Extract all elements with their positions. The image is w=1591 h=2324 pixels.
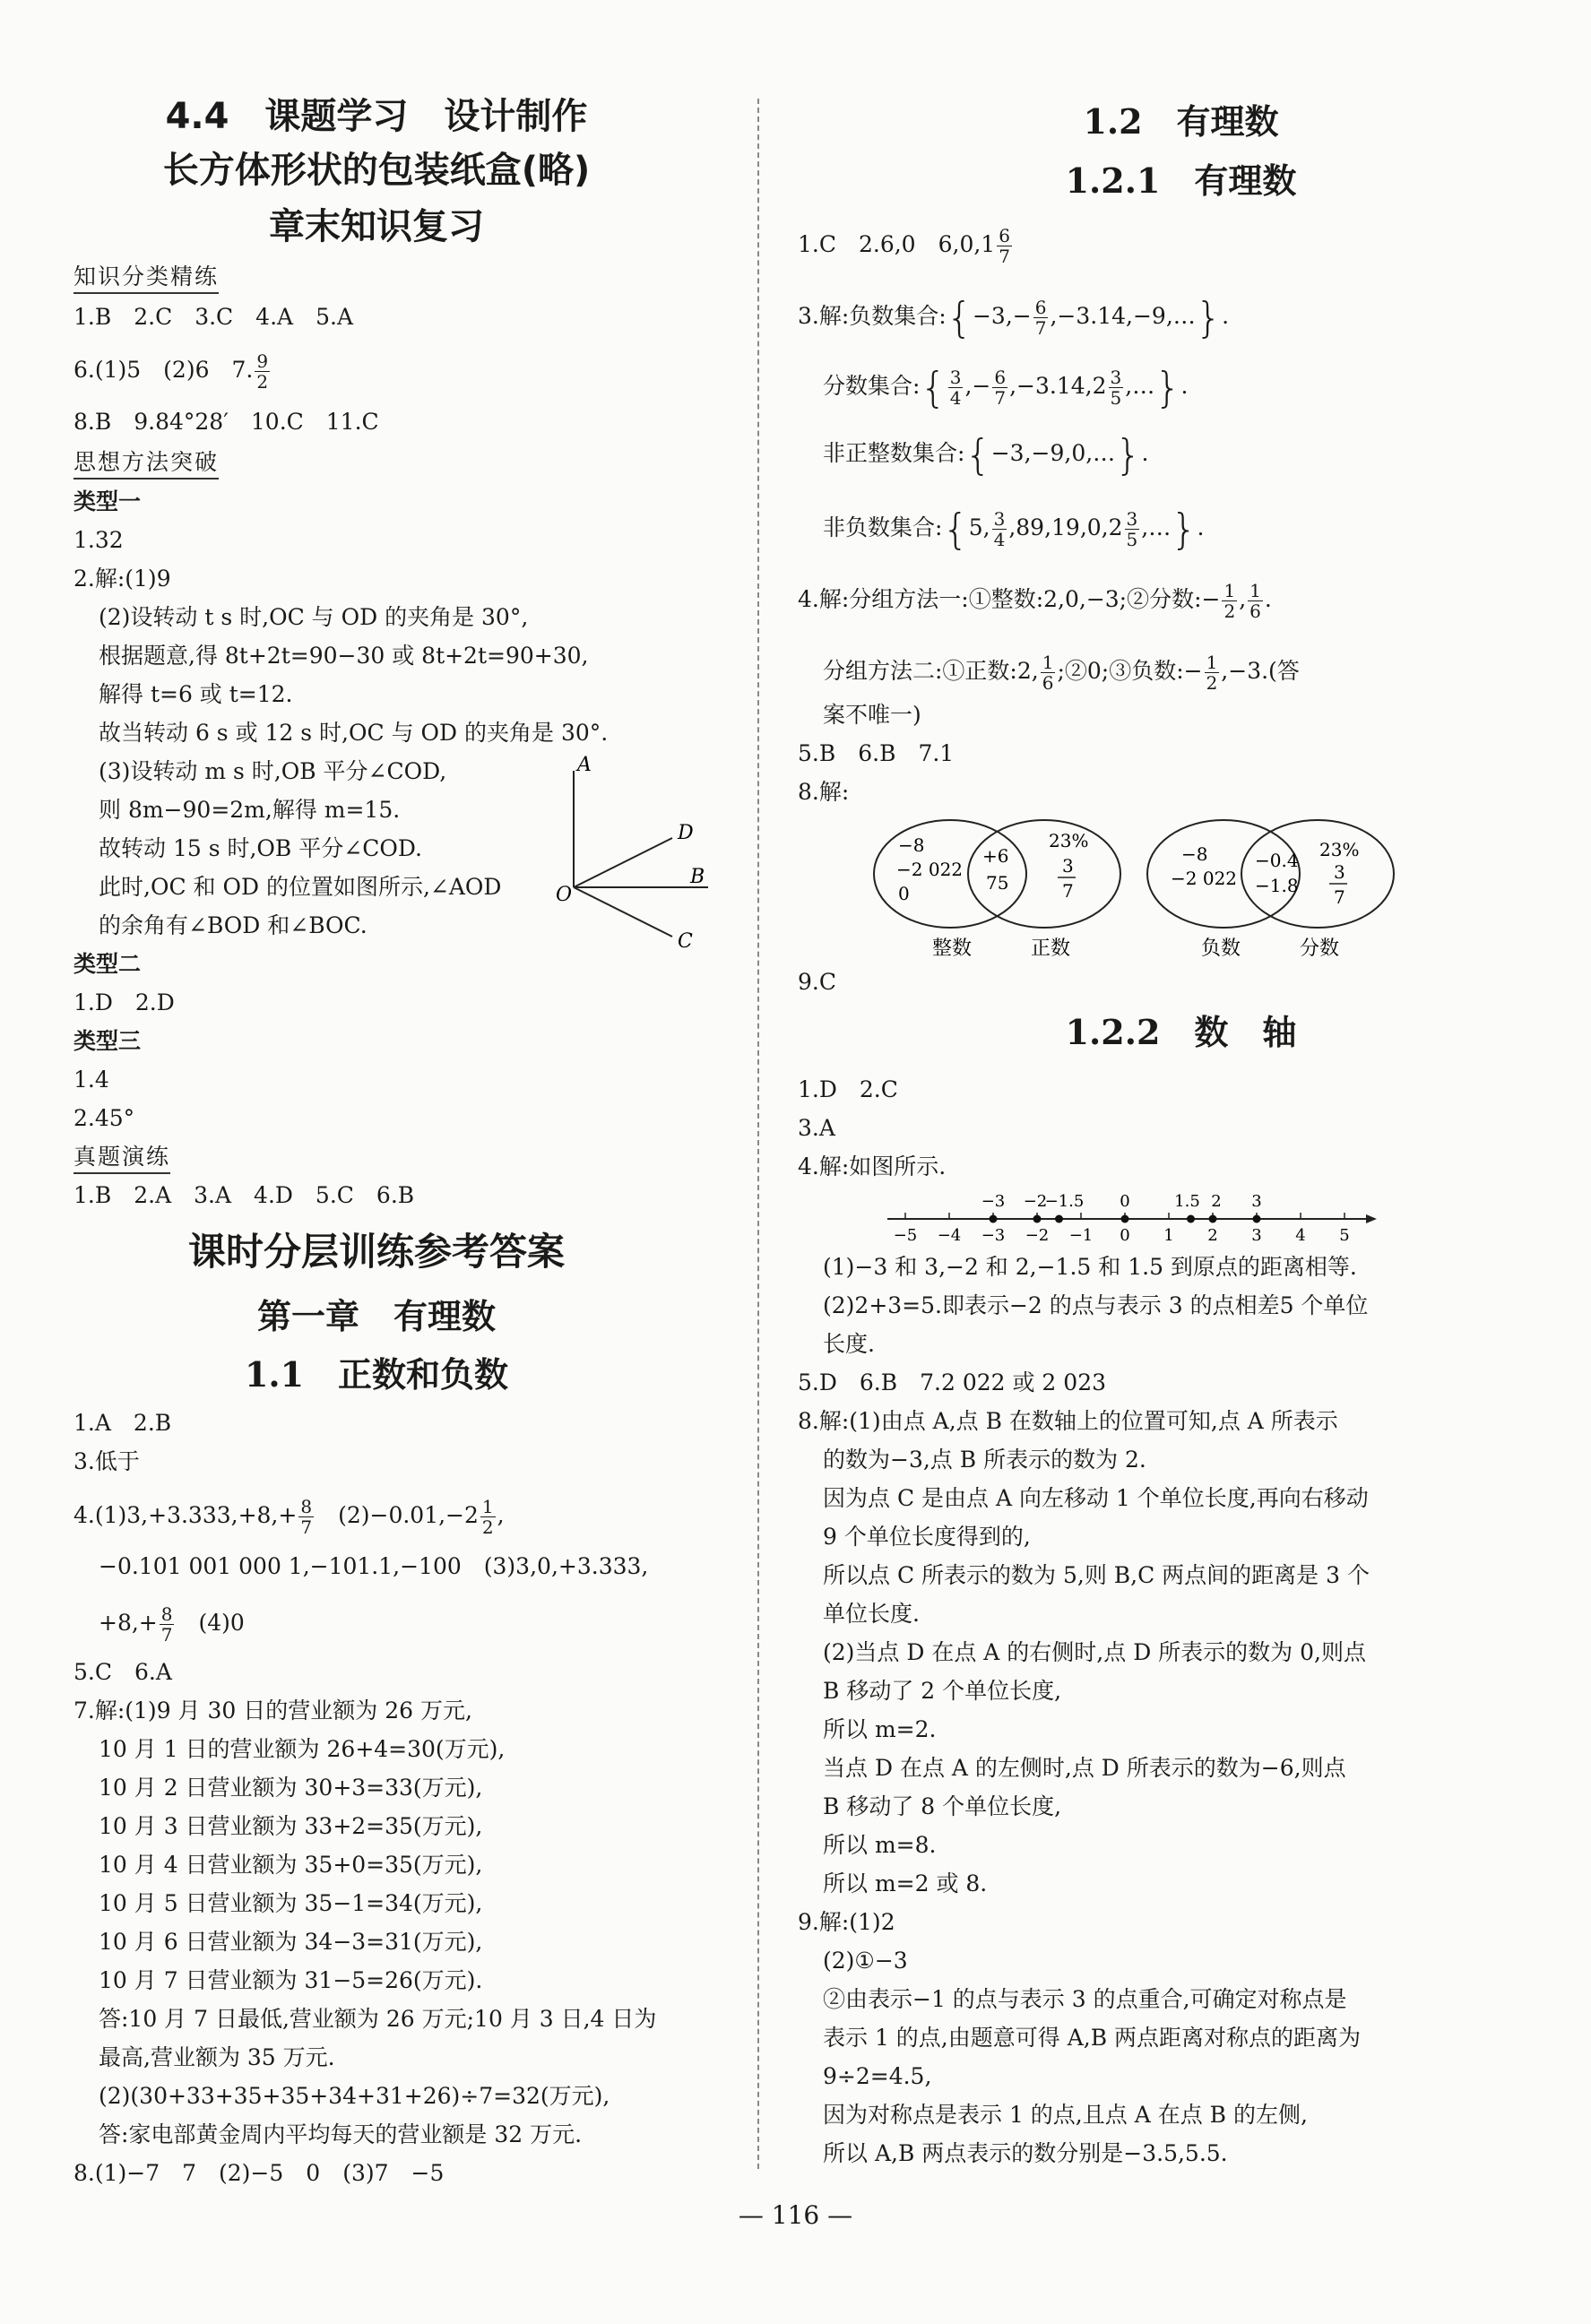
answer-line: −0.101 001 000 1,−101.1,−100 (3)3,0,+3.333, [99, 1553, 649, 1579]
fraction: $\frac{3}{5}$ [1110, 367, 1122, 409]
venn-item: −2 022 [896, 859, 964, 880]
answer-line: 1.B 2.A 3.A 4.D 5.C 6.B [73, 1182, 415, 1208]
label-B: B [690, 866, 705, 888]
number-line-point-label: −1.5 [1044, 1192, 1085, 1211]
number-line-point [1121, 1215, 1129, 1223]
answer-line: 最高,营业额为 35 万元. [99, 2044, 335, 2070]
answer-line: 10 月 4 日营业额为 35+0=35(万元), [99, 1852, 483, 1878]
venn-negatives-fractions [1147, 820, 1394, 960]
number-line-tick-label: −3 [981, 1226, 1006, 1245]
answer-line: 10 月 2 日营业额为 30+3=33(万元), [99, 1775, 483, 1801]
fraction: $\frac{3}{4}$ [993, 508, 1006, 550]
answer-line: 6.(1)5 (2)6 7. $\frac{9}{2}$ [73, 350, 269, 393]
answer-line: 分组方法二:①正数:2, $\frac{1}{6}$ ;②0;③负数:− $\frac{1}{2}$ ,−3.(答 [823, 652, 1300, 694]
venn-label: 正数 [1031, 937, 1071, 960]
label-C: C [678, 930, 693, 953]
answer-line: (2)(30+33+35+35+34+31+26)÷7=32(万元), [99, 2083, 610, 2109]
answer-line: 9.C [798, 969, 836, 995]
fraction: $\frac{8}{7}$ [160, 1603, 173, 1646]
number-line-tick-label: 3 [1251, 1226, 1262, 1245]
label-O: O [556, 884, 573, 906]
answer-line: 5.D 6.B 7.2 022 或 2 023 [798, 1369, 1107, 1395]
fraction: $\frac{1}{6}$ [1042, 652, 1054, 694]
number-line-tick-label: −5 [893, 1226, 918, 1245]
answer-line: 分数集合:{ $\frac{3}{4}$ ,− $\frac{6}{7}$ ,−3.14,2 $\frac{3}{5}$ ,…}. [823, 363, 1189, 412]
fraction: $\frac{6}{7}$ [999, 225, 1010, 267]
venn-item: −8 [898, 834, 925, 856]
venn-item: 0 [898, 883, 910, 904]
answer-line: 所以 m=2. [823, 1716, 937, 1742]
label-A: A [577, 754, 592, 776]
number-line-arrow [1366, 1214, 1377, 1223]
answer-line: 根据题意,得 8t+2t=90−30 或 8t+2t=90+30, [99, 643, 589, 669]
number-line-point-label: −3 [981, 1192, 1006, 1211]
answer-line: (3)设转动 m s 时,OB 平分∠COD, [99, 758, 447, 784]
number-line-point-label: 3 [1251, 1192, 1262, 1211]
answer-line: 4.(1)3,+3.333,+8,+ $\frac{8}{7}$ (2)−0.01,−2 $\frac{1}{2}$ , [73, 1496, 505, 1538]
answer-line: 1.C 2.6,0 6,0,1 $\frac{6}{7}$ [798, 225, 1010, 267]
answer-line: 长度. [823, 1331, 875, 1357]
fraction: $\frac{1}{6}$ [1249, 580, 1261, 622]
answer-line: B 移动了 8 个单位长度, [823, 1793, 1062, 1819]
section-title-1-2-1: 1.2.1 有理数 [1065, 160, 1297, 201]
type-heading: 类型三 [73, 1028, 142, 1054]
answer-line: 案不唯一) [823, 702, 921, 728]
answer-line: 所以 m=2 或 8. [823, 1870, 988, 1896]
answer-line: 9.解:(1)2 [798, 1909, 895, 1935]
answer-line: ②由表示−1 的点与表示 3 的点重合,可确定对称点是 [823, 1986, 1347, 2012]
angle-figure [556, 753, 735, 959]
section-subtitle: 长方体形状的包装纸盒(略) [162, 150, 591, 191]
venn-label: 整数 [932, 937, 973, 960]
answer-line: 3.A [798, 1115, 835, 1141]
number-line-point-label: 2 [1211, 1192, 1222, 1211]
answer-line: 10 月 6 日营业额为 34−3=31(万元), [99, 1929, 483, 1955]
answer-line: 则 8m−90=2m,解得 m=15. [99, 797, 401, 823]
answer-line: 5.C 6.A [73, 1659, 172, 1685]
answer-line: (1)−3 和 3,−2 和 2,−1.5 和 1.5 到原点的距离相等. [823, 1254, 1357, 1280]
venn-integers-positives [874, 820, 1120, 960]
answer-line: 的数为−3,点 B 所表示的数为 2. [823, 1447, 1146, 1473]
venn-item: −8 [1181, 843, 1208, 865]
fraction: $\frac{3}{5}$ [1126, 508, 1138, 550]
ray-OC [574, 887, 672, 937]
column-divider [757, 99, 759, 2169]
number-line-tick-label: 2 [1207, 1226, 1218, 1245]
venn-item: −2 022 [1171, 868, 1238, 889]
answer-line: 7.解:(1)9 月 30 日的营业额为 26 万元, [73, 1698, 472, 1724]
answer-line: 10 月 5 日营业额为 35−1=34(万元), [99, 1890, 483, 1916]
answer-line: 1.D 2.D [73, 989, 175, 1015]
number-line-tick-label: 0 [1120, 1226, 1130, 1245]
answer-line: 所以 A,B 两点表示的数分别是−3.5,5.5. [823, 2140, 1228, 2166]
heading-real-exam: 真题演练 [73, 1143, 170, 1174]
answer-line: 8.解:(1)由点 A,点 B 在数轴上的位置可知,点 A 所表示 [798, 1408, 1338, 1434]
ray-OD [574, 838, 672, 887]
page-number: — 116 — [738, 2200, 853, 2230]
heading-knowledge-practice: 知识分类精练 [73, 263, 219, 294]
answer-line: (2)当点 D 在点 A 的右侧时,点 D 所表示的数为 0,则点 [823, 1639, 1366, 1665]
answer-line: 5.B 6.B 7.1 [798, 740, 955, 766]
number-line-point [1209, 1215, 1217, 1223]
venn-item: 75 [986, 872, 1009, 894]
answer-line: 10 月 7 日营业额为 31−5=26(万元). [99, 1967, 483, 1993]
answer-line: 8.(1)−7 7 (2)−5 0 (3)7 −5 [73, 2160, 445, 2186]
answer-line: 非负数集合:{5, $\frac{3}{4}$ ,89,19,0,2 $\frac{3}{5}$ ,…}. [823, 505, 1205, 554]
answer-line: 所以 m=8. [823, 1832, 937, 1858]
number-line-point [990, 1215, 998, 1223]
answer-line: 因为点 C 是由点 A 向左移动 1 个单位长度,再向右移动 [823, 1485, 1369, 1511]
venn-label: 负数 [1201, 937, 1241, 960]
type-heading: 类型二 [73, 951, 142, 977]
venn-item: −1.8 [1255, 875, 1299, 896]
fraction: $\frac{1}{2}$ [1206, 652, 1218, 694]
answer-line: 2.45° [73, 1105, 135, 1131]
answer-line: 1.A 2.B [73, 1410, 172, 1436]
venn-diagrams [860, 811, 1542, 963]
answer-line: 单位长度. [823, 1601, 920, 1627]
fraction: $\frac{6}{7}$ [994, 367, 1007, 409]
number-line-tick-label: −2 [1025, 1226, 1050, 1245]
answer-line: 故转动 15 s 时,OB 平分∠COD. [99, 835, 422, 861]
answer-line: +8,+ $\frac{8}{7}$ (4)0 [99, 1603, 245, 1646]
answer-line: 因为对称点是表示 1 的点,且点 A 在点 B 的左侧, [823, 2102, 1308, 2128]
venn-item: 7 [1334, 886, 1345, 908]
venn-item: 23% [1319, 839, 1360, 860]
answer-line: 3.解:负数集合:{−3,− $\frac{6}{7}$ ,−3.14,−9,…}. [798, 293, 1230, 342]
answer-line: (2)①−3 [823, 1948, 908, 1974]
number-line-point [1055, 1215, 1063, 1223]
answer-line: 9 个单位长度得到的, [823, 1524, 1031, 1550]
venn-circle-fractions [1241, 820, 1394, 928]
label-D: D [678, 822, 694, 844]
answer-line: 8.解: [798, 779, 850, 805]
answer-line: 1.B 2.C 3.C 4.A 5.A [73, 304, 353, 330]
number-line-point [1253, 1215, 1261, 1223]
answer-line: 非正整数集合:{−3,−9,0,…}. [823, 430, 1149, 479]
venn-item: 7 [1062, 880, 1074, 902]
answer-line: 1.32 [73, 527, 124, 553]
answer-line: 答:10 月 7 日最低,营业额为 26 万元;10 月 3 日,4 日为 [99, 2006, 657, 2032]
section-title-1-1: 1.1 正数和负数 [244, 1354, 509, 1395]
section-title-1-2-2: 1.2.2 数 轴 [1065, 1012, 1297, 1052]
fraction: $\frac{1}{2}$ [481, 1496, 494, 1538]
venn-item: +6 [982, 845, 1009, 867]
venn-item: 3 [1334, 861, 1345, 883]
venn-item: −0.4 [1255, 850, 1299, 871]
answer-line: 10 月 3 日营业额为 33+2=35(万元), [99, 1813, 483, 1839]
answer-line: 1.4 [73, 1067, 109, 1093]
venn-item: 23% [1049, 830, 1089, 851]
answer-line: 4.解:分组方法一:①整数:2,0,−3;②分数:− $\frac{1}{2}$ , $\frac{1}{6}$ . [798, 580, 1272, 622]
number-line [878, 1179, 1380, 1246]
answer-line: (2)设转动 t s 时,OC 与 OD 的夹角是 30°, [99, 604, 529, 630]
answer-line: (2)2+3=5.即表示−2 的点与表示 3 的点相差5 个单位 [823, 1292, 1369, 1318]
fraction: $\frac{8}{7}$ [300, 1496, 313, 1538]
answer-line: 解得 t=6 或 t=12. [99, 681, 293, 707]
number-line-tick-label: 1 [1163, 1226, 1174, 1245]
answer-line: 10 月 1 日的营业额为 26+4=30(万元), [99, 1736, 506, 1762]
number-line-point [1187, 1215, 1195, 1223]
number-line-tick-label: −1 [1068, 1226, 1094, 1245]
answer-line: 当点 D 在点 A 的左侧时,点 D 所表示的数为−6,则点 [823, 1755, 1346, 1781]
venn-item: 3 [1062, 855, 1074, 877]
chapter-review-title: 章末知识复习 [269, 206, 484, 247]
number-line-tick-label: 4 [1295, 1226, 1306, 1245]
fraction: $\frac{6}{7}$ [1034, 297, 1047, 339]
type-heading: 类型一 [73, 488, 142, 514]
answer-line: 此时,OC 和 OD 的位置如图所示,∠AOD [99, 874, 502, 900]
fraction: $\frac{1}{2}$ [1224, 580, 1236, 622]
number-line-point-label: 1.5 [1174, 1192, 1200, 1211]
answer-line: 4.解:如图所示. [798, 1153, 947, 1179]
answer-line: 9÷2=4.5, [823, 2063, 932, 2089]
big-title: 课时分层训练参考答案 [187, 1230, 565, 1274]
answer-line: 2.解:(1)9 [73, 566, 171, 592]
answer-line: 8.B 9.84°28′ 10.C 11.C [73, 409, 379, 435]
number-line-point [1033, 1215, 1042, 1223]
answer-line: B 移动了 2 个单位长度, [823, 1678, 1062, 1704]
answer-line: 1.D 2.C [798, 1076, 898, 1102]
section-title-4-4: 4.4 课题学习 设计制作 [165, 96, 588, 137]
venn-label: 分数 [1300, 937, 1340, 960]
answer-line: 所以点 C 所表示的数为 5,则 B,C 两点间的距离是 3 个 [823, 1562, 1370, 1588]
answer-line: 故当转动 6 s 或 12 s 时,OC 与 OD 的夹角是 30°. [99, 720, 609, 746]
number-line-tick-label: 5 [1339, 1226, 1350, 1245]
number-line-point-label: −2 [1023, 1192, 1048, 1211]
heading-method-breakthrough: 思想方法突破 [73, 448, 219, 479]
fraction: $\frac{9}{2}$ [256, 350, 269, 393]
fraction: $\frac{3}{4}$ [949, 367, 962, 409]
chapter-title: 第一章 有理数 [256, 1296, 496, 1336]
number-line-point-label: 0 [1120, 1192, 1130, 1211]
answer-line: 答:家电部黄金周内平均每天的营业额是 32 万元. [99, 2121, 583, 2147]
answer-line: 表示 1 的点,由题意可得 A,B 两点距离对称点的距离为 [823, 2025, 1362, 2051]
section-title-1-2: 1.2 有理数 [1083, 101, 1279, 142]
answer-line: 3.低于 [73, 1448, 140, 1474]
answer-line: 的余角有∠BOD 和∠BOC. [99, 912, 367, 938]
number-line-tick-label: −4 [937, 1226, 962, 1245]
